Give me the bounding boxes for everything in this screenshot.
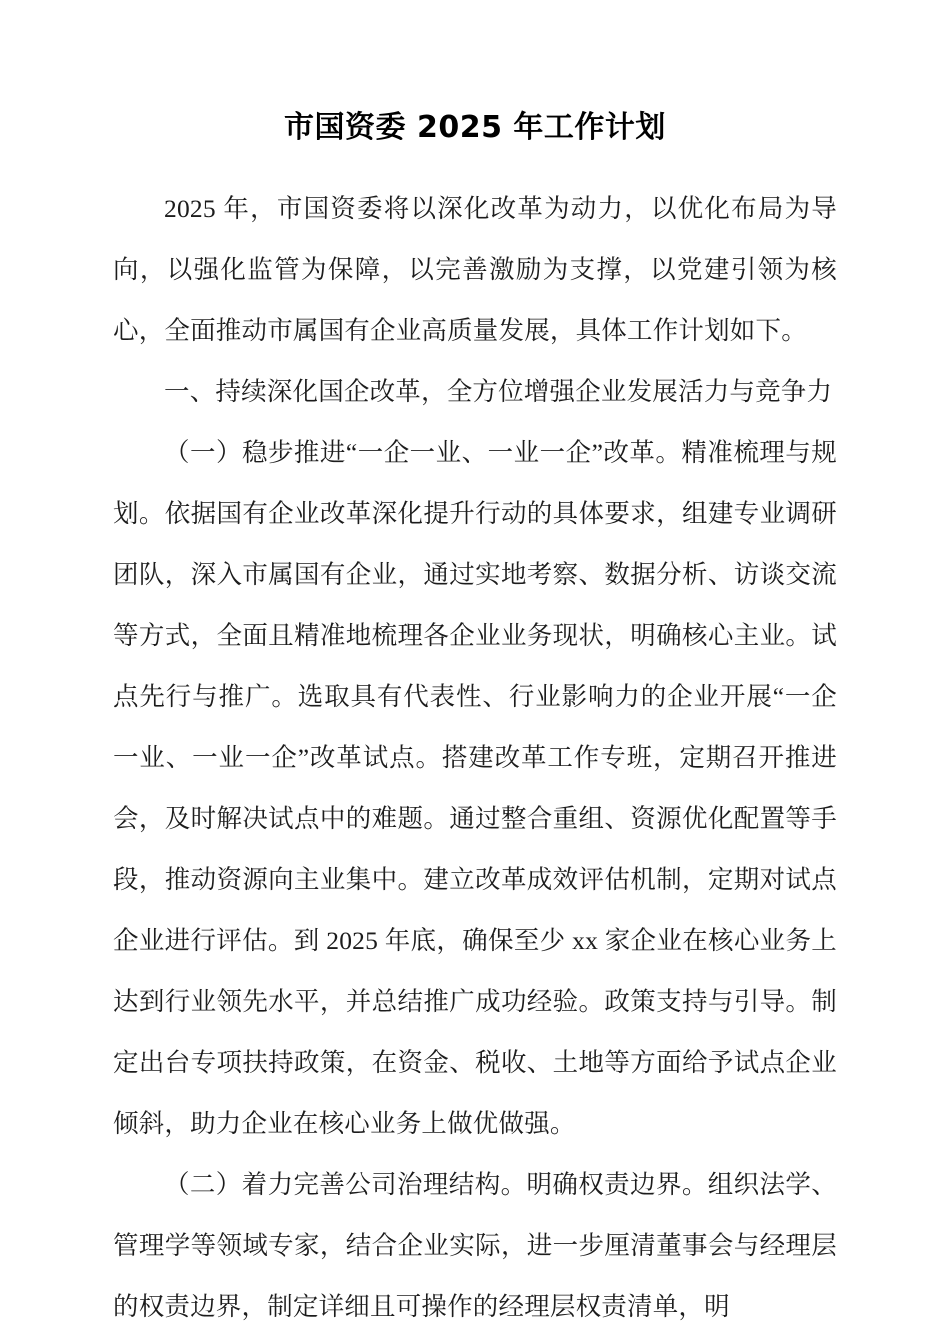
page-title: 市国资委 2025 年工作计划 bbox=[284, 110, 666, 145]
paragraph-item-one: （一）稳步推进“一企一业、一业一企”改革。精准梳理与规划。依据国有企业改革深化提升行动的具体要求，组建专业调研团队，深入市属国有企业，通过实地考察、数据分析、访谈交流等方式，全面且精准地梳理各企业业务现状，明确核心主业。试点先行与推广。选取具有代表性、行业影响力的企业开展“一企一业、一业一企”改革试点。搭建改革工作专班，定期召开推进会，及时解决试点中的难题。通过整合重组、资源优化配置等手段，推动资源向主业集中。建立改革成效评估机制，定期对试点企业进行评估。到 2025 年底，确保至少 xx 家企业在核心业务上达到行业领先水平，并总结推广成功经验。政策支持与引导。制定出台专项扶持政策，在资金、税收、土地等方面给予试点企业倾斜，助力企业在核心业务上做优做强。 bbox=[113, 438, 837, 1138]
paragraph-intro: 2025 年，市国资委将以深化改革为动力，以优化布局为导向，以强化监管为保障，以完善激励为支撑，以党建引领为核心，全面推动市属国有企业高质量发展，具体工作计划如下。 bbox=[113, 194, 837, 345]
section-heading-one: 一、持续深化国企改革，全方位增强企业发展活力与竞争力 bbox=[164, 377, 833, 406]
document-body bbox=[113, 0, 837, 1337]
paragraph-item-two: （二）着力完善公司治理结构。明确权责边界。组织法学、管理学等领域专家，结合企业实际，进一步厘清董事会与经理层的权责边界，制定详细且可操作的经理层权责清单，明 bbox=[113, 1170, 837, 1321]
